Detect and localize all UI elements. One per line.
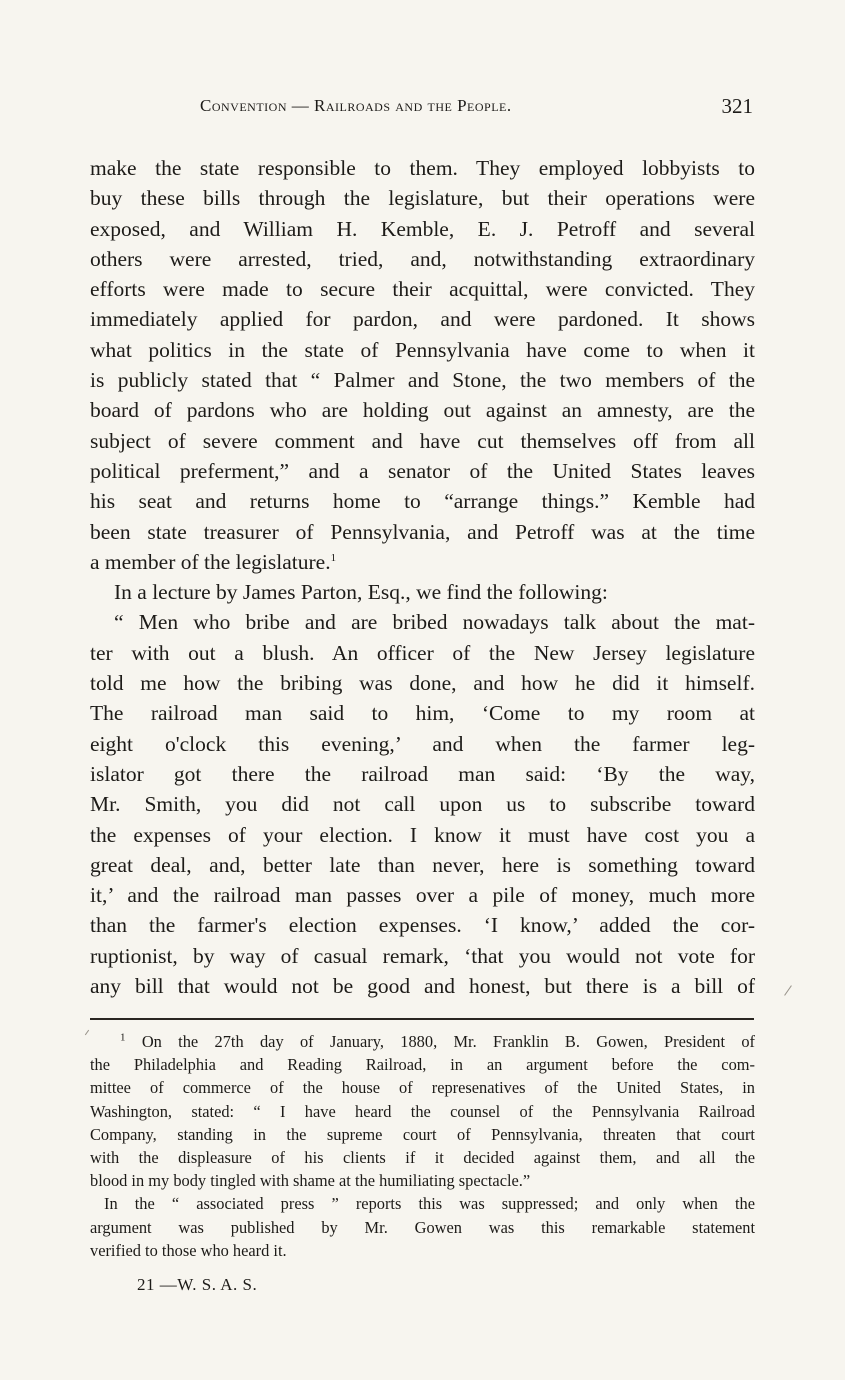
footnote-line: the Philadelphia and Reading Railroad, in an argument before the com-	[90, 1055, 755, 1075]
footnote-line-text: On the 27th day of January, 1880, Mr. Franklin B. Gowen, President of	[141, 1032, 755, 1051]
body-line: buy these bills through the legislature, but their operations were	[90, 186, 755, 211]
footnote-reference: 1	[330, 551, 337, 564]
footnote-line: verified to those who heard it.	[90, 1240, 287, 1260]
body-line: board of pardons who are holding out against an amnesty, are the	[90, 398, 755, 423]
footnote-line: Washington, stated: “ I have heard the counsel of the Pennsylvania Railroad	[90, 1101, 755, 1121]
body-line: efforts were made to secure their acquittal, were convicted. They	[90, 277, 755, 302]
body-line: exposed, and William H. Kemble, E. J. Petroff and several	[90, 216, 755, 241]
quote-line: than the farmer's election expenses. ‘I know,’ added the cor-	[90, 913, 755, 938]
body-line: others were arrested, tried, and, notwithstanding extraordinary	[90, 246, 755, 271]
body-line: his seat and returns home to “arrange things.” Kemble had	[90, 489, 755, 514]
quote-line: the expenses of your election. I know it must have cost you a	[90, 822, 755, 847]
quote-line: islator got there the railroad man said: ‘By the way,	[90, 761, 755, 786]
quote-line: it,’ and the railroad man passes over a pile of money, much more	[90, 883, 755, 908]
quote-line: any bill that would not be good and honest, but there is a bill of	[90, 974, 755, 999]
body-line-last	[90, 547, 755, 577]
body-line: immediately applied for pardon, and were pardoned. It shows	[90, 307, 755, 332]
footnote-line: argument was published by Mr. Gowen was this remarkable statement	[90, 1217, 755, 1237]
body-line: subject of severe comment and have cut themselves off from all	[90, 428, 755, 453]
page-number: 321	[721, 94, 753, 118]
running-title: Convention — Railroads and the People.	[200, 96, 512, 115]
body-text	[90, 153, 755, 1001]
footnote-first-line	[90, 1030, 755, 1053]
quote-line-indented: “ Men who bribe and are bribed nowadays talk about the mat-	[114, 610, 755, 635]
body-line-text: a member of the legislature.	[90, 549, 331, 574]
quote-line: told me how the bribing was done, and how he did it himself.	[90, 671, 755, 696]
quote-line: Mr. Smith, you did not call upon us to subscribe toward	[90, 792, 755, 817]
body-line: is publicly stated that “ Palmer and Stone, the two members of the	[90, 368, 755, 393]
footnote-line: with the displeasure of his clients if it decided against them, and all the	[90, 1147, 755, 1167]
body-line: make the state responsible to them. They employed lobbyists to	[90, 156, 755, 180]
paper-speck	[784, 985, 792, 995]
quote-line: great deal, and, better late than never, here is something toward	[90, 852, 755, 877]
footnote-line: Company, standing in the supreme court of Pennsylvania, threaten that court	[90, 1124, 755, 1144]
running-header	[200, 96, 755, 124]
footnote-divider	[90, 1018, 754, 1020]
quote-line: ruptionist, by way of casual remark, ‘that you would not vote for	[90, 943, 755, 968]
body-line-indented: In a lecture by James Parton, Esq., we find the following:	[114, 580, 608, 605]
body-line: political preferment,” and a senator of the United States leaves	[90, 458, 755, 483]
footnotes	[90, 1030, 755, 1262]
quote-line: The railroad man said to him, ‘Come to my room at	[90, 701, 755, 726]
footnote-marker: 1	[120, 1031, 126, 1044]
body-line: been state treasurer of Pennsylvania, and Petroff was at the time	[90, 519, 755, 544]
quote-line: ter with out a blush. An officer of the New Jersey legislature	[90, 640, 755, 665]
quote-line: eight o'clock this evening,’ and when the farmer leg-	[90, 731, 755, 756]
paper-speck	[85, 1030, 89, 1035]
footnote-line: blood in my body tingled with shame at the humiliating spectacle.”	[90, 1171, 531, 1191]
printer-signature-mark: 21 —W. S. A. S.	[137, 1275, 258, 1294]
footnote-line: mittee of commerce of the house of represenatives of the United States, in	[90, 1078, 755, 1098]
body-line: what politics in the state of Pennsylvania have come to when it	[90, 337, 755, 362]
footnote-line-indented: In the “ associated press ” reports this was suppressed; and only when the	[104, 1194, 755, 1214]
